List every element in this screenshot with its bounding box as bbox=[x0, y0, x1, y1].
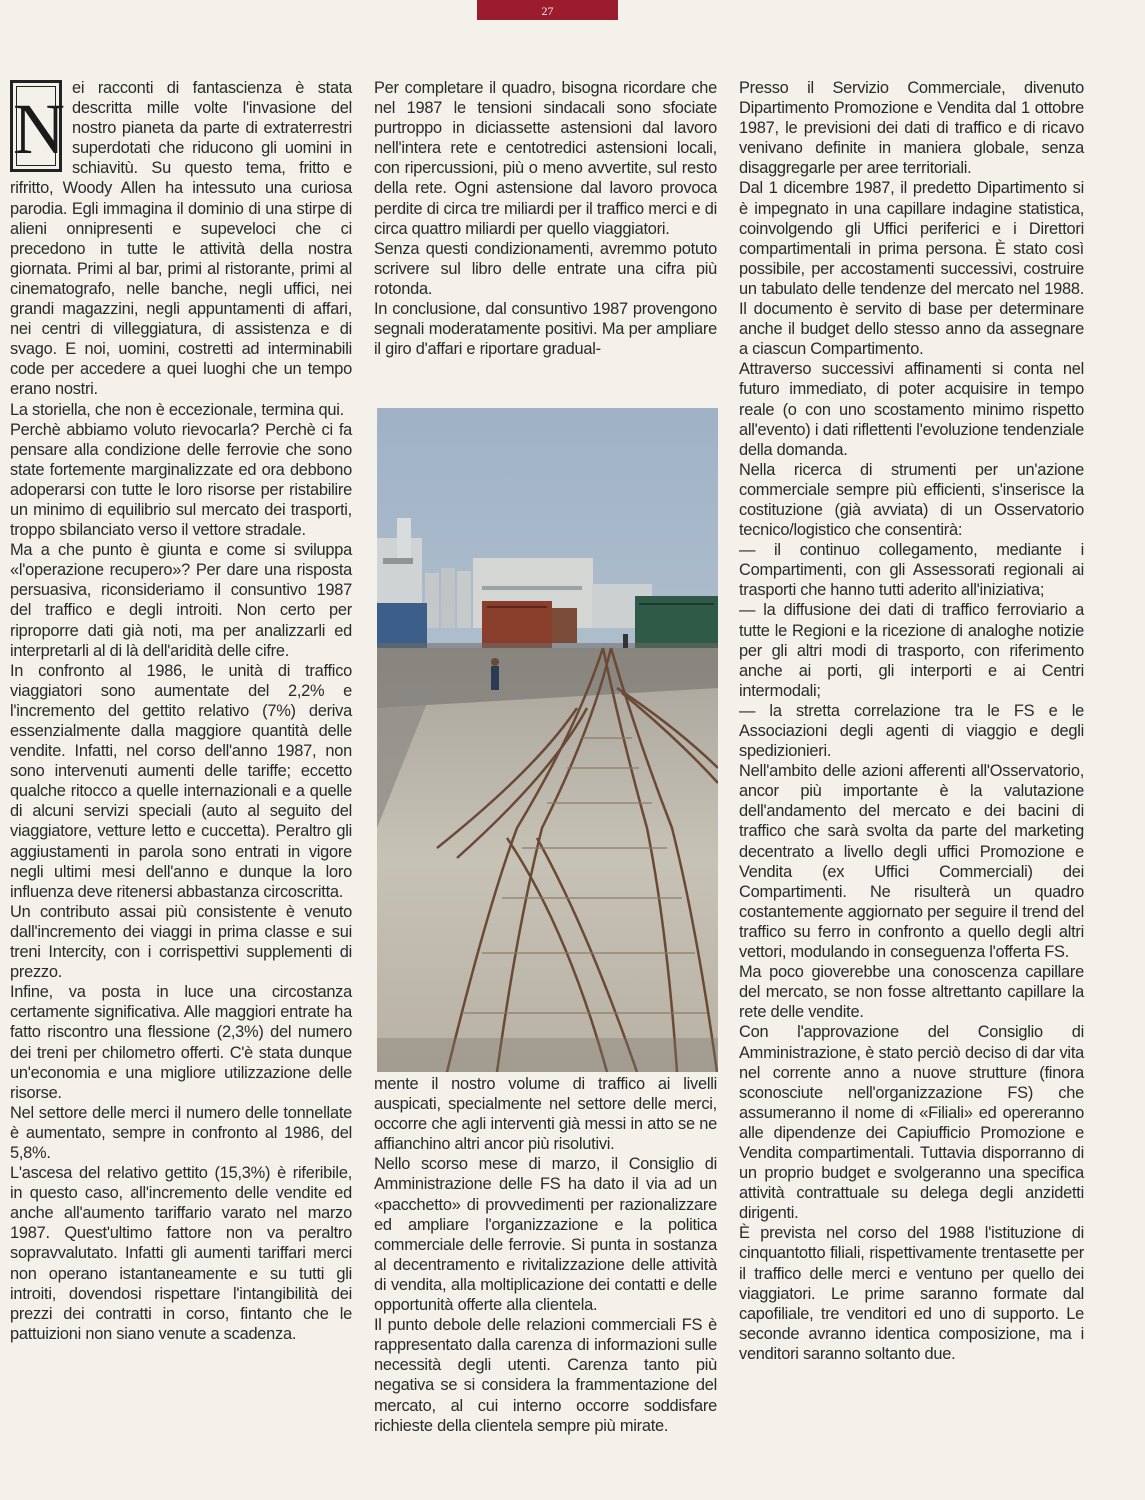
paragraph: È prevista nel corso del 1988 l'istituzione di cinquantotto filiali, rispettivamente trentasette per il traffico delle merci e ventuno per quello dei viaggiatori. Le prime saranno formate dal capofiliale, tre venditori ed uno di supporto. Le seconde avranno identica composizione, ma i venditori saranno soltanto due. bbox=[739, 1224, 1084, 1363]
paragraph: Con l'approvazione del Consiglio di Amministrazione, è stato perciò deciso di dar vita nel corrente anno a nuove strutture (finora sconosciute nell'organizzazione FS) che assumeranno il nome di «Filiali» ed opereranno alle dipendenze dei Capiufficio Promozione e Vendita compartimentali. Tuttavia disporranno di un proprio budget e svolgeranno una specifica attività contrattuale su delega degli anzidetti dirigenti. bbox=[739, 1023, 1084, 1223]
dropcap-box bbox=[10, 80, 65, 172]
paragraph: mente il nostro volume di traffico ai livelli auspicati, specialmente nel settore delle merci, occorre che agli interventi già messi in atto se ne affianchino altri ancor più risolutivi. bbox=[374, 1075, 717, 1154]
column-1-paragraphs bbox=[10, 78, 352, 1344]
article-column-1 bbox=[10, 78, 352, 1344]
paragraph: Nella ricerca di strumenti per un'azione commerciale sempre più efficienti, s'inserisce la costituzione (già avviata) di un Osservatorio tecnico/logistico che consentirà: bbox=[739, 460, 1084, 540]
paragraph: In confronto al 1986, le unità di traffico viaggiatori sono aumentate del 2,2% e l'incremento del gettito relativo (7%) deriva essenzialmente dalla maggiore quantità delle vendite. Infatti, nel corso dell'anno 1987, non sono intervenuti aumenti delle tariffe; eccetto qualche ritocco a quelle internazionali e a quelle di alcuni servizi speciali (auto al seguito del viaggiatore, vetture letto e cuccetta). Peraltro gli aggiustamenti in parola sono entrati in vigore negli ultimi mesi dell'anno e dunque la loro influenza deve ritenersi abbastanza circoscritta. bbox=[10, 661, 352, 901]
paragraph: L'ascesa del relativo gettito (15,3%) è riferibile, in questo caso, all'incremento delle vendite ed anche all'aumento tariffario varato nel marzo 1987. Quest'ultimo fattore non va peraltro sopravvalutato. Infatti gli aumenti tariffari merci non operano istantaneamente e su tutti gli introiti, dovendosi rispettare l'intangibilità dei prezzi dei contratti in corso, fintanto che le pattuizioni non siano venute a scadenza. bbox=[10, 1164, 352, 1343]
paragraph: Senza questi condizionamenti, avremmo potuto scrivere sul libro delle entrate una cifra più rotonda. bbox=[374, 239, 717, 298]
column-3-paragraphs bbox=[739, 78, 1084, 1364]
paragraph: In conclusione, dal consuntivo 1987 provengono segnali moderatamente positivi. Ma per ampliare il giro d'affari e riportare gradual- bbox=[374, 300, 717, 359]
paragraph: — la diffusione dei dati di traffico ferroviario a tutte le Regioni e la ricezione di analoghe notizie per gli altri modi di trasporto, con riferimento anche ai porti, gli interporti e ai Centri intermodali; bbox=[739, 601, 1084, 700]
column-2-bottom-paragraphs bbox=[374, 1074, 717, 1436]
paragraph: ei racconti di fantascienza è stata descritta mille volte l'invasione del nostro pianeta da parte di extraterrestri superdotati che riducono gli uomini in schiavitù. Su questo tema, fritto e rifritto, Woody Allen ha intessuto una curiosa parodia. Egli immagina il dominio di una stirpe di alieni onnipresenti e supeveloci che ci precedono in tutte le attività della nostra giornata. Primi al bar, primi al ristorante, primi al cinematografo, nelle banche, negli uffici, nei grandi magazzini, negli appuntamenti di affari, nei centri di villeggiatura, di assistenza e di svago. E noi, uomini, costretti ad interminabili code per accedere a quei luoghi che un tempo erano nostri. bbox=[10, 79, 352, 399]
paragraph: Attraverso successivi affinamenti si conta nel futuro immediato, di poter acquisire in tempo reale (o con uno scostamento minimo rispetto all'evento) i dati riflettenti l'evoluzione tendenziale della domanda. bbox=[739, 360, 1084, 459]
paragraph: Nel settore delle merci il numero delle tonnellate è aumentato, sempre in confronto al 1986, del 5,8%. bbox=[10, 1103, 352, 1162]
paragraph: Presso il Servizio Commerciale, divenuto Dipartimento Promozione e Vendita dal 1 ottobre 1987, le previsioni dei dati di traffico e di ricavo venivano definite in maniera globale, senza disaggregarle per aree territoriali. bbox=[739, 79, 1084, 178]
paragraph: Dal 1 dicembre 1987, il predetto Dipartimento si è impegnato in una capillare indagine statistica, coinvolgendo gli Uffici periferici e i Direttori compartimentali in prima persona. È stato così possibile, per accostamenti successivi, costruire un tabulato delle tendenze del mercato nel 1988. Il documento è servito di base per determinare anche il budget dello stesso anno da assegnare a ciascun Compartimento. bbox=[739, 179, 1084, 359]
paragraph: Ma poco gioverebbe una conoscenza capillare del mercato, se non fosse altrettanto capillare la rete delle vendite. bbox=[739, 963, 1084, 1022]
paragraph: — la stretta correlazione tra le FS e le Associazioni degli agenti di viaggio e degli spedizionieri. bbox=[739, 701, 1084, 761]
column-2-top-paragraphs bbox=[374, 78, 717, 359]
page-number: 27 bbox=[477, 0, 618, 20]
paragraph: Perchè abbiamo voluto rievocarla? Perchè ci fa pensare alla condizione delle ferrovie che sono state fortemente marginalizzate ed ora debbono adoperarsi con tutte le loro risorse per ristabilire un minimo di equilibrio sul mercato dei trasporti, troppo sbilanciato verso il vettore stradale. bbox=[10, 420, 352, 540]
article-column-2-bottom bbox=[374, 1074, 717, 1436]
paragraph: Nell'ambito delle azioni afferenti all'Osservatorio, ancor più importante è la valutazione dell'andamento del mercato e dei bacini di traffico che sarà svolta da parte del marketing decentrato a livello degli uffici Promozione e Vendita (ex Uffici Commerciali) dei Compartimenti. Ne risulterà un quadro costantemente aggiornato per seguire il trend del traffico su ferro in confronto a quello degli altri vettori, modulando in conseguenza l'offerta FS. bbox=[739, 762, 1084, 962]
paragraph: Il punto debole delle relazioni commerciali FS è rappresentato dalla carenza di informazioni sulle necessità degli utenti. Carenza tanto più negativa se si considera la frammentazione del mercato, al cui interno occorre soddisfare richieste della clientela sempre più mirate. bbox=[374, 1316, 717, 1435]
paragraph: Ma a che punto è giunta e come si sviluppa «l'operazione recupero»? Per dare una risposta persuasiva, riconsideriamo il consuntivo 1987 del traffico e degli introiti. Non certo per riproporre dati già noti, ma per analizzarli ed interpretarli al di là dell'aridità delle cifre. bbox=[10, 541, 352, 660]
paragraph: Un contributo assai più consistente è venuto dall'incremento dei viaggi in prima classe e sui treni Intercity, con i corrispettivi supplementi di prezzo. bbox=[10, 902, 352, 982]
paragraph: Infine, va posta in luce una circostanza certamente significativa. Alle maggiori entrate ha fatto riscontro una flessione (2,3%) del numero dei treni per chilometro offerti. C'è stata dunque un'economia e una migliore utilizzazione delle risorse. bbox=[10, 983, 352, 1102]
paragraph: — il continuo collegamento, mediante i Compartimenti, con gli Assessorati regionali ai trasporti che hanno tutti aderito all'iniziativa; bbox=[739, 541, 1084, 600]
paragraph: Per completare il quadro, bisogna ricordare che nel 1987 le tensioni sindacali sono sfociate purtroppo in diciassette astensioni dal lavoro nell'intera rete e centotredici astensioni locali, con ripercussioni, più o meno avvertite, sul resto della rete. Ogni astensione dal lavoro provoca perdite di circa tre miliardi per il traffico merci e di circa quattro miliardi per quello viaggiatori. bbox=[374, 79, 717, 238]
paragraph: La storiella, che non è eccezionale, termina qui. bbox=[10, 400, 344, 419]
article-column-2-top bbox=[374, 78, 717, 359]
dropcap-letter: N bbox=[13, 89, 65, 169]
railway-tracks-photo bbox=[377, 408, 718, 1072]
paragraph: Nello scorso mese di marzo, il Consiglio di Amministrazione delle FS ha dato il via ad un «pacchetto» di provvedimenti per razionalizzare ed ampliare l'organizzazione e la politica commerciale delle ferrovie. Si punta in sostanza al decentramento e rivitalizzazione delle attività di vendita, alla moltiplicazione dei contatti e delle opportunità offerte alla clientela. bbox=[374, 1155, 717, 1315]
article-column-3 bbox=[739, 78, 1084, 1364]
